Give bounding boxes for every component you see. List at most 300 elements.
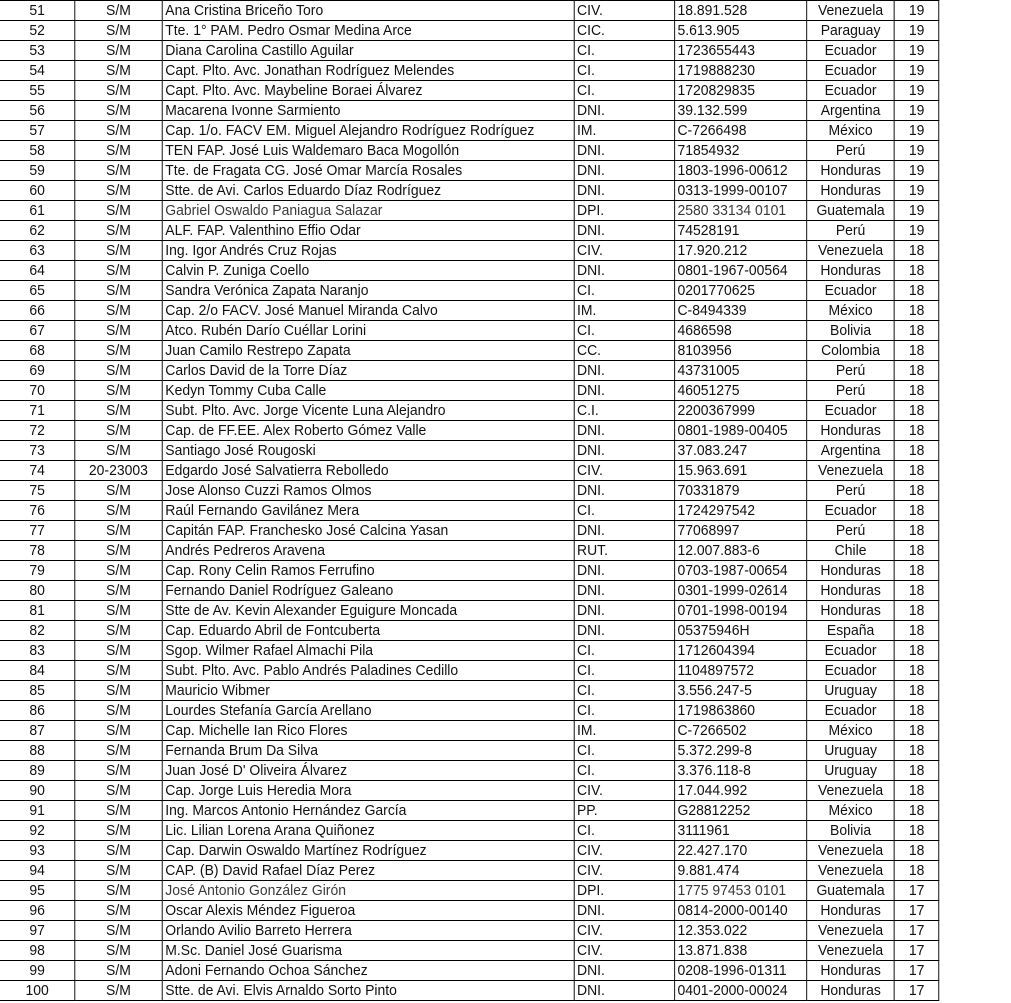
country-cell[interactable]: Uruguay <box>807 761 895 781</box>
document-type-cell[interactable]: DNI. <box>574 441 674 461</box>
document-type-cell[interactable]: CI. <box>574 661 674 681</box>
id-number-cell[interactable]: 0703-1987-00654 <box>674 561 806 581</box>
code-cell[interactable]: S/M <box>75 261 162 281</box>
row-number-cell[interactable]: 73 <box>0 441 75 461</box>
country-cell[interactable]: Perú <box>807 141 895 161</box>
code-cell[interactable]: S/M <box>75 841 162 861</box>
code-cell[interactable]: S/M <box>75 821 162 841</box>
document-type-cell[interactable]: PP. <box>574 801 674 821</box>
age-cell[interactable]: 17 <box>894 961 938 981</box>
row-number-cell[interactable]: 76 <box>0 501 75 521</box>
age-cell[interactable]: 18 <box>894 601 938 621</box>
document-type-cell[interactable]: DPI. <box>574 881 674 901</box>
row-number-cell[interactable]: 57 <box>0 121 75 141</box>
country-cell[interactable]: Perú <box>807 381 895 401</box>
document-type-cell[interactable]: DNI. <box>574 161 674 181</box>
code-cell[interactable]: S/M <box>75 721 162 741</box>
age-cell[interactable]: 18 <box>894 441 938 461</box>
row-number-cell[interactable]: 77 <box>0 521 75 541</box>
row-number-cell[interactable]: 69 <box>0 361 75 381</box>
id-number-cell[interactable]: 74528191 <box>674 221 806 241</box>
country-cell[interactable]: Honduras <box>807 421 895 441</box>
code-cell[interactable]: S/M <box>75 241 162 261</box>
country-cell[interactable]: Uruguay <box>807 681 895 701</box>
code-cell[interactable]: S/M <box>75 521 162 541</box>
age-cell[interactable]: 18 <box>894 561 938 581</box>
name-cell[interactable]: Cap. Michelle Ian Rico Flores <box>162 721 574 741</box>
code-cell[interactable]: S/M <box>75 1 162 21</box>
id-number-cell[interactable]: 39.132.599 <box>674 101 806 121</box>
id-number-cell[interactable]: 0301-1999-02614 <box>674 581 806 601</box>
code-cell[interactable]: S/M <box>75 981 162 1001</box>
code-cell[interactable]: S/M <box>75 481 162 501</box>
country-cell[interactable]: Perú <box>807 361 895 381</box>
code-cell[interactable]: S/M <box>75 661 162 681</box>
country-cell[interactable]: Ecuador <box>807 41 895 61</box>
document-type-cell[interactable]: DNI. <box>574 261 674 281</box>
age-cell[interactable]: 18 <box>894 321 938 341</box>
name-cell[interactable]: Sgop. Wilmer Rafael Almachi Pila <box>162 641 574 661</box>
name-cell[interactable]: Lic. Lilian Lorena Arana Quiñonez <box>162 821 574 841</box>
document-type-cell[interactable]: CI. <box>574 761 674 781</box>
row-number-cell[interactable]: 80 <box>0 581 75 601</box>
document-type-cell[interactable]: CI. <box>574 501 674 521</box>
name-cell[interactable]: Ing. Marcos Antonio Hernández García <box>162 801 574 821</box>
country-cell[interactable]: Guatemala <box>807 881 895 901</box>
age-cell[interactable]: 19 <box>894 181 938 201</box>
row-number-cell[interactable]: 58 <box>0 141 75 161</box>
country-cell[interactable]: Venezuela <box>807 921 895 941</box>
age-cell[interactable]: 18 <box>894 801 938 821</box>
code-cell[interactable]: S/M <box>75 501 162 521</box>
code-cell[interactable]: S/M <box>75 601 162 621</box>
row-number-cell[interactable]: 53 <box>0 41 75 61</box>
row-number-cell[interactable]: 100 <box>0 981 75 1001</box>
id-number-cell[interactable]: 5.613.905 <box>674 21 806 41</box>
name-cell[interactable]: Stte. de Avi. Elvis Arnaldo Sorto Pinto <box>162 981 574 1001</box>
code-cell[interactable]: S/M <box>75 101 162 121</box>
code-cell[interactable]: S/M <box>75 881 162 901</box>
id-number-cell[interactable]: 9.881.474 <box>674 861 806 881</box>
code-cell[interactable]: S/M <box>75 181 162 201</box>
age-cell[interactable]: 18 <box>894 301 938 321</box>
id-number-cell[interactable]: 0801-1967-00564 <box>674 261 806 281</box>
name-cell[interactable]: Cap. Rony Celin Ramos Ferrufino <box>162 561 574 581</box>
row-number-cell[interactable]: 95 <box>0 881 75 901</box>
code-cell[interactable]: S/M <box>75 221 162 241</box>
code-cell[interactable]: S/M <box>75 561 162 581</box>
age-cell[interactable]: 18 <box>894 501 938 521</box>
row-number-cell[interactable]: 97 <box>0 921 75 941</box>
country-cell[interactable]: Bolivia <box>807 321 895 341</box>
age-cell[interactable]: 18 <box>894 281 938 301</box>
id-number-cell[interactable]: 1723655443 <box>674 41 806 61</box>
country-cell[interactable]: Paraguay <box>807 21 895 41</box>
name-cell[interactable]: Oscar Alexis Méndez Figueroa <box>162 901 574 921</box>
name-cell[interactable]: CAP. (B) David Rafael Díaz Perez <box>162 861 574 881</box>
row-number-cell[interactable]: 81 <box>0 601 75 621</box>
country-cell[interactable]: Ecuador <box>807 701 895 721</box>
age-cell[interactable]: 18 <box>894 781 938 801</box>
id-number-cell[interactable]: 13.871.838 <box>674 941 806 961</box>
code-cell[interactable]: S/M <box>75 681 162 701</box>
document-type-cell[interactable]: DNI. <box>574 381 674 401</box>
row-number-cell[interactable]: 62 <box>0 221 75 241</box>
document-type-cell[interactable]: IM. <box>574 121 674 141</box>
code-cell[interactable]: S/M <box>75 161 162 181</box>
age-cell[interactable]: 17 <box>894 921 938 941</box>
document-type-cell[interactable]: DPI. <box>574 201 674 221</box>
code-cell[interactable]: S/M <box>75 381 162 401</box>
id-number-cell[interactable]: 46051275 <box>674 381 806 401</box>
country-cell[interactable]: Argentina <box>807 441 895 461</box>
country-cell[interactable]: Bolivia <box>807 821 895 841</box>
country-cell[interactable]: Honduras <box>807 601 895 621</box>
age-cell[interactable]: 18 <box>894 401 938 421</box>
id-number-cell[interactable]: 0814-2000-00140 <box>674 901 806 921</box>
age-cell[interactable]: 19 <box>894 221 938 241</box>
id-number-cell[interactable]: C-7266502 <box>674 721 806 741</box>
id-number-cell[interactable]: G28812252 <box>674 801 806 821</box>
name-cell[interactable]: ALF. FAP. Valenthino Effio Odar <box>162 221 574 241</box>
name-cell[interactable]: Ing. Igor Andrés Cruz Rojas <box>162 241 574 261</box>
document-type-cell[interactable]: C.I. <box>574 401 674 421</box>
row-number-cell[interactable]: 90 <box>0 781 75 801</box>
age-cell[interactable]: 18 <box>894 461 938 481</box>
document-type-cell[interactable]: CIC. <box>574 21 674 41</box>
document-type-cell[interactable]: CI. <box>574 41 674 61</box>
code-cell[interactable]: S/M <box>75 441 162 461</box>
country-cell[interactable]: México <box>807 721 895 741</box>
code-cell[interactable]: S/M <box>75 921 162 941</box>
row-number-cell[interactable]: 94 <box>0 861 75 881</box>
id-number-cell[interactable]: 17.920.212 <box>674 241 806 261</box>
country-cell[interactable]: Honduras <box>807 901 895 921</box>
name-cell[interactable]: Cap. Jorge Luis Heredia Mora <box>162 781 574 801</box>
name-cell[interactable]: Lourdes Stefanía García Arellano <box>162 701 574 721</box>
age-cell[interactable]: 17 <box>894 881 938 901</box>
id-number-cell[interactable]: 1720829835 <box>674 81 806 101</box>
age-cell[interactable]: 18 <box>894 581 938 601</box>
row-number-cell[interactable]: 65 <box>0 281 75 301</box>
row-number-cell[interactable]: 56 <box>0 101 75 121</box>
id-number-cell[interactable]: 0208-1996-01311 <box>674 961 806 981</box>
row-number-cell[interactable]: 71 <box>0 401 75 421</box>
document-type-cell[interactable]: DNI. <box>574 141 674 161</box>
id-number-cell[interactable]: 0701-1998-00194 <box>674 601 806 621</box>
id-number-cell[interactable]: 1104897572 <box>674 661 806 681</box>
name-cell[interactable]: Cap. 2/o FACV. José Manuel Miranda Calvo <box>162 301 574 321</box>
country-cell[interactable]: Venezuela <box>807 861 895 881</box>
age-cell[interactable]: 19 <box>894 141 938 161</box>
id-number-cell[interactable]: 1719863860 <box>674 701 806 721</box>
name-cell[interactable]: Ana Cristina Briceño Toro <box>162 1 574 21</box>
age-cell[interactable]: 18 <box>894 701 938 721</box>
row-number-cell[interactable]: 93 <box>0 841 75 861</box>
row-number-cell[interactable]: 54 <box>0 61 75 81</box>
country-cell[interactable]: México <box>807 801 895 821</box>
document-type-cell[interactable]: CIV. <box>574 241 674 261</box>
code-cell[interactable]: S/M <box>75 801 162 821</box>
row-number-cell[interactable]: 79 <box>0 561 75 581</box>
code-cell[interactable]: S/M <box>75 421 162 441</box>
country-cell[interactable]: Honduras <box>807 561 895 581</box>
code-cell[interactable]: S/M <box>75 641 162 661</box>
id-number-cell[interactable]: 1775 97453 0101 <box>674 881 806 901</box>
name-cell[interactable]: Adoni Fernando Ochoa Sánchez <box>162 961 574 981</box>
code-cell[interactable]: S/M <box>75 961 162 981</box>
document-type-cell[interactable]: CI. <box>574 701 674 721</box>
document-type-cell[interactable]: CI. <box>574 321 674 341</box>
name-cell[interactable]: Capitán FAP. Franchesko José Calcina Yasan <box>162 521 574 541</box>
name-cell[interactable]: Orlando Avilio Barreto Herrera <box>162 921 574 941</box>
code-cell[interactable]: S/M <box>75 741 162 761</box>
name-cell[interactable]: Tte. de Fragata CG. José Omar Marcía Rosales <box>162 161 574 181</box>
name-cell[interactable]: Macarena Ivonne Sarmiento <box>162 101 574 121</box>
code-cell[interactable]: S/M <box>75 941 162 961</box>
age-cell[interactable]: 19 <box>894 41 938 61</box>
row-number-cell[interactable]: 52 <box>0 21 75 41</box>
row-number-cell[interactable]: 89 <box>0 761 75 781</box>
code-cell[interactable]: S/M <box>75 41 162 61</box>
country-cell[interactable]: Ecuador <box>807 401 895 421</box>
age-cell[interactable]: 18 <box>894 861 938 881</box>
id-number-cell[interactable]: 1803-1996-00612 <box>674 161 806 181</box>
document-type-cell[interactable]: CI. <box>574 821 674 841</box>
code-cell[interactable]: 20-23003 <box>75 461 162 481</box>
id-number-cell[interactable]: 12.353.022 <box>674 921 806 941</box>
age-cell[interactable]: 19 <box>894 161 938 181</box>
id-number-cell[interactable]: 37.083.247 <box>674 441 806 461</box>
document-type-cell[interactable]: DNI. <box>574 961 674 981</box>
document-type-cell[interactable]: DNI. <box>574 981 674 1001</box>
age-cell[interactable]: 18 <box>894 681 938 701</box>
row-number-cell[interactable]: 87 <box>0 721 75 741</box>
row-number-cell[interactable]: 98 <box>0 941 75 961</box>
row-number-cell[interactable]: 68 <box>0 341 75 361</box>
name-cell[interactable]: Santiago José Rougoski <box>162 441 574 461</box>
document-type-cell[interactable]: DNI. <box>574 361 674 381</box>
id-number-cell[interactable]: 2200367999 <box>674 401 806 421</box>
name-cell[interactable]: Cap. 1/o. FACV EM. Miguel Alejandro Rodríguez Rodríguez <box>162 121 574 141</box>
name-cell[interactable]: TEN FAP. José Luis Waldemaro Baca Mogollón <box>162 141 574 161</box>
row-number-cell[interactable]: 61 <box>0 201 75 221</box>
id-number-cell[interactable]: 0401-2000-00024 <box>674 981 806 1001</box>
code-cell[interactable]: S/M <box>75 401 162 421</box>
id-number-cell[interactable]: 1724297542 <box>674 501 806 521</box>
name-cell[interactable]: Raúl Fernando Gavilánez Mera <box>162 501 574 521</box>
country-cell[interactable]: Guatemala <box>807 201 895 221</box>
code-cell[interactable]: S/M <box>75 141 162 161</box>
age-cell[interactable]: 18 <box>894 641 938 661</box>
name-cell[interactable]: Carlos David de la Torre Díaz <box>162 361 574 381</box>
age-cell[interactable]: 18 <box>894 841 938 861</box>
name-cell[interactable]: Andrés Pedreros Aravena <box>162 541 574 561</box>
document-type-cell[interactable]: CIV. <box>574 921 674 941</box>
name-cell[interactable]: Capt. Plto. Avc. Maybeline Boraei Álvarez <box>162 81 574 101</box>
document-type-cell[interactable]: CI. <box>574 641 674 661</box>
age-cell[interactable]: 18 <box>894 821 938 841</box>
code-cell[interactable]: S/M <box>75 581 162 601</box>
document-type-cell[interactable]: CC. <box>574 341 674 361</box>
name-cell[interactable]: M.Sc. Daniel José Guarisma <box>162 941 574 961</box>
country-cell[interactable]: España <box>807 621 895 641</box>
name-cell[interactable]: Tte. 1° PAM. Pedro Osmar Medina Arce <box>162 21 574 41</box>
country-cell[interactable]: Argentina <box>807 101 895 121</box>
age-cell[interactable]: 18 <box>894 241 938 261</box>
age-cell[interactable]: 18 <box>894 541 938 561</box>
document-type-cell[interactable]: DNI. <box>574 181 674 201</box>
id-number-cell[interactable]: 0801-1989-00405 <box>674 421 806 441</box>
name-cell[interactable]: Sandra Verónica Zapata Naranjo <box>162 281 574 301</box>
country-cell[interactable]: Honduras <box>807 581 895 601</box>
age-cell[interactable]: 17 <box>894 901 938 921</box>
id-number-cell[interactable]: 70331879 <box>674 481 806 501</box>
name-cell[interactable]: Stte. de Avi. Carlos Eduardo Díaz Rodríguez <box>162 181 574 201</box>
id-number-cell[interactable]: C-8494339 <box>674 301 806 321</box>
document-type-cell[interactable]: DNI. <box>574 101 674 121</box>
age-cell[interactable]: 18 <box>894 261 938 281</box>
id-number-cell[interactable]: 3111961 <box>674 821 806 841</box>
age-cell[interactable]: 19 <box>894 81 938 101</box>
country-cell[interactable]: Honduras <box>807 261 895 281</box>
name-cell[interactable]: Cap. Darwin Oswaldo Martínez Rodríguez <box>162 841 574 861</box>
country-cell[interactable]: Venezuela <box>807 941 895 961</box>
document-type-cell[interactable]: DNI. <box>574 621 674 641</box>
document-type-cell[interactable]: CI. <box>574 61 674 81</box>
row-number-cell[interactable]: 51 <box>0 1 75 21</box>
row-number-cell[interactable]: 60 <box>0 181 75 201</box>
name-cell[interactable]: Fernanda Brum Da Silva <box>162 741 574 761</box>
document-type-cell[interactable]: DNI. <box>574 521 674 541</box>
age-cell[interactable]: 18 <box>894 521 938 541</box>
row-number-cell[interactable]: 83 <box>0 641 75 661</box>
age-cell[interactable]: 18 <box>894 741 938 761</box>
country-cell[interactable]: Colombia <box>807 341 895 361</box>
id-number-cell[interactable]: 22.427.170 <box>674 841 806 861</box>
code-cell[interactable]: S/M <box>75 341 162 361</box>
country-cell[interactable]: México <box>807 121 895 141</box>
name-cell[interactable]: Fernando Daniel Rodríguez Galeano <box>162 581 574 601</box>
age-cell[interactable]: 18 <box>894 761 938 781</box>
row-number-cell[interactable]: 96 <box>0 901 75 921</box>
age-cell[interactable]: 19 <box>894 21 938 41</box>
code-cell[interactable]: S/M <box>75 281 162 301</box>
document-type-cell[interactable]: CI. <box>574 81 674 101</box>
document-type-cell[interactable]: CIV. <box>574 461 674 481</box>
document-type-cell[interactable]: DNI. <box>574 221 674 241</box>
age-cell[interactable]: 18 <box>894 621 938 641</box>
document-type-cell[interactable]: CIV. <box>574 781 674 801</box>
document-type-cell[interactable]: DNI. <box>574 561 674 581</box>
document-type-cell[interactable]: CIV. <box>574 861 674 881</box>
code-cell[interactable]: S/M <box>75 81 162 101</box>
code-cell[interactable]: S/M <box>75 21 162 41</box>
name-cell[interactable]: Juan Camilo Restrepo Zapata <box>162 341 574 361</box>
code-cell[interactable]: S/M <box>75 321 162 341</box>
row-number-cell[interactable]: 74 <box>0 461 75 481</box>
document-type-cell[interactable]: DNI. <box>574 901 674 921</box>
document-type-cell[interactable]: IM. <box>574 301 674 321</box>
document-type-cell[interactable]: DNI. <box>574 481 674 501</box>
code-cell[interactable]: S/M <box>75 901 162 921</box>
name-cell[interactable]: Subt. Plto. Avc. Pablo Andrés Paladines Cedillo <box>162 661 574 681</box>
id-number-cell[interactable]: 0201770625 <box>674 281 806 301</box>
document-type-cell[interactable]: CI. <box>574 281 674 301</box>
country-cell[interactable]: Venezuela <box>807 841 895 861</box>
code-cell[interactable]: S/M <box>75 121 162 141</box>
age-cell[interactable]: 18 <box>894 481 938 501</box>
row-number-cell[interactable]: 82 <box>0 621 75 641</box>
country-cell[interactable]: Chile <box>807 541 895 561</box>
id-number-cell[interactable]: 4686598 <box>674 321 806 341</box>
id-number-cell[interactable]: 3.376.118-8 <box>674 761 806 781</box>
code-cell[interactable]: S/M <box>75 301 162 321</box>
name-cell[interactable]: Subt. Plto. Avc. Jorge Vicente Luna Alejandro <box>162 401 574 421</box>
country-cell[interactable]: Honduras <box>807 181 895 201</box>
country-cell[interactable]: Ecuador <box>807 81 895 101</box>
id-number-cell[interactable]: 77068997 <box>674 521 806 541</box>
age-cell[interactable]: 18 <box>894 421 938 441</box>
country-cell[interactable]: Perú <box>807 521 895 541</box>
age-cell[interactable]: 19 <box>894 121 938 141</box>
name-cell[interactable]: Jose Alonso Cuzzi Ramos Olmos <box>162 481 574 501</box>
name-cell[interactable]: Kedyn Tommy Cuba Calle <box>162 381 574 401</box>
country-cell[interactable]: Ecuador <box>807 501 895 521</box>
country-cell[interactable]: Perú <box>807 221 895 241</box>
age-cell[interactable]: 18 <box>894 721 938 741</box>
code-cell[interactable]: S/M <box>75 861 162 881</box>
document-type-cell[interactable]: CIV. <box>574 1 674 21</box>
code-cell[interactable]: S/M <box>75 541 162 561</box>
id-number-cell[interactable]: 15.963.691 <box>674 461 806 481</box>
code-cell[interactable]: S/M <box>75 361 162 381</box>
name-cell[interactable]: Stte de Av. Kevin Alexander Eguigure Moncada <box>162 601 574 621</box>
row-number-cell[interactable]: 75 <box>0 481 75 501</box>
id-number-cell[interactable]: 17.044.992 <box>674 781 806 801</box>
age-cell[interactable]: 18 <box>894 381 938 401</box>
age-cell[interactable]: 18 <box>894 361 938 381</box>
document-type-cell[interactable]: CI. <box>574 681 674 701</box>
row-number-cell[interactable]: 55 <box>0 81 75 101</box>
row-number-cell[interactable]: 84 <box>0 661 75 681</box>
id-number-cell[interactable]: 1712604394 <box>674 641 806 661</box>
row-number-cell[interactable]: 63 <box>0 241 75 261</box>
age-cell[interactable]: 19 <box>894 201 938 221</box>
document-type-cell[interactable]: RUT. <box>574 541 674 561</box>
country-cell[interactable]: Venezuela <box>807 241 895 261</box>
country-cell[interactable]: Ecuador <box>807 641 895 661</box>
name-cell[interactable]: Atco. Rubén Darío Cuéllar Lorini <box>162 321 574 341</box>
country-cell[interactable]: Venezuela <box>807 1 895 21</box>
id-number-cell[interactable]: C-7266498 <box>674 121 806 141</box>
id-number-cell[interactable]: 3.556.247-5 <box>674 681 806 701</box>
row-number-cell[interactable]: 86 <box>0 701 75 721</box>
country-cell[interactable]: Ecuador <box>807 61 895 81</box>
document-type-cell[interactable]: DNI. <box>574 581 674 601</box>
row-number-cell[interactable]: 59 <box>0 161 75 181</box>
country-cell[interactable]: Honduras <box>807 981 895 1001</box>
row-number-cell[interactable]: 66 <box>0 301 75 321</box>
document-type-cell[interactable]: CI. <box>574 741 674 761</box>
name-cell[interactable]: Calvin P. Zuniga Coello <box>162 261 574 281</box>
row-number-cell[interactable]: 92 <box>0 821 75 841</box>
document-type-cell[interactable]: IM. <box>574 721 674 741</box>
id-number-cell[interactable]: 71854932 <box>674 141 806 161</box>
country-cell[interactable]: Perú <box>807 481 895 501</box>
id-number-cell[interactable]: 8103956 <box>674 341 806 361</box>
row-number-cell[interactable]: 85 <box>0 681 75 701</box>
